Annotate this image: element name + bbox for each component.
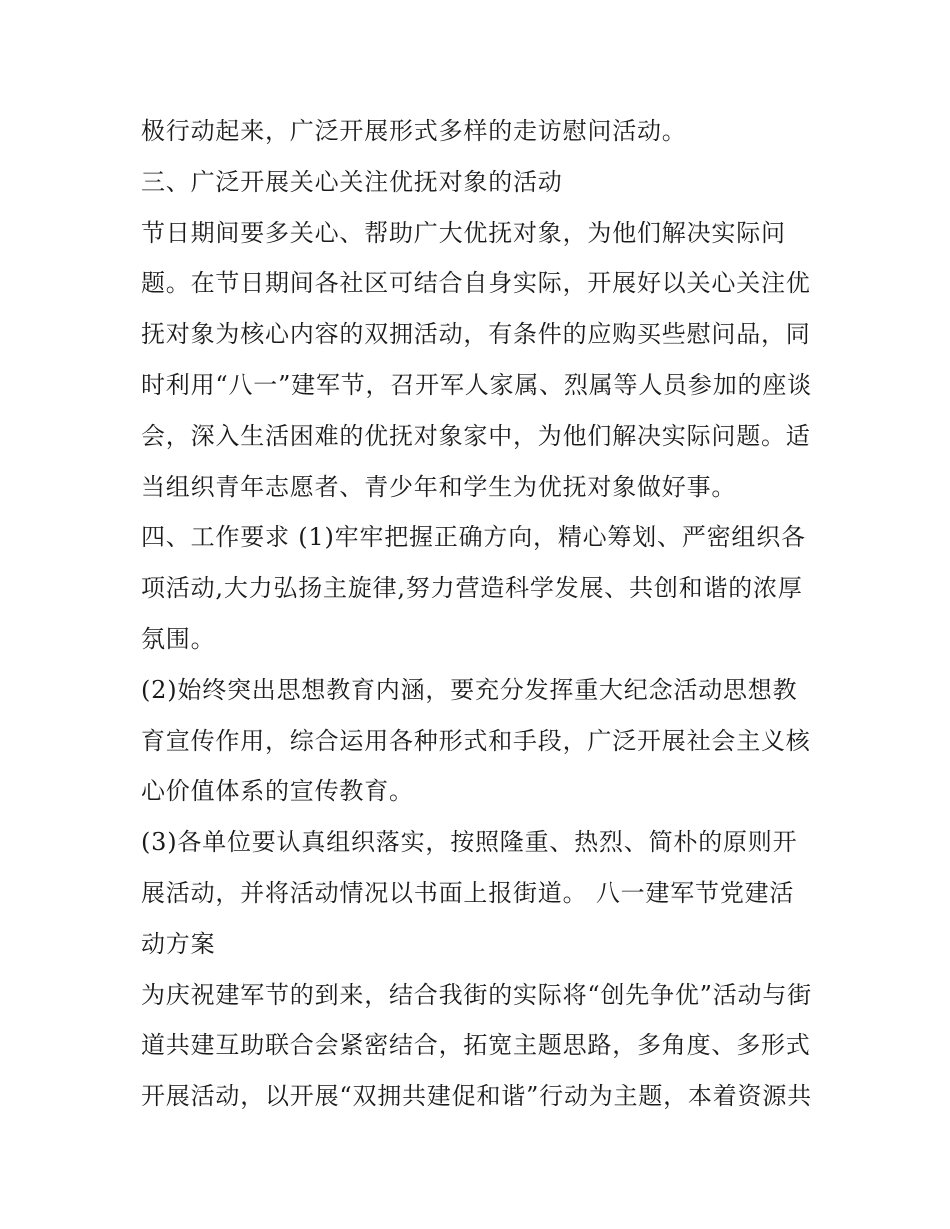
text-line: 极行动起来，广泛开展形式多样的走访慰问活动。 <box>141 117 687 145</box>
document-body <box>141 106 816 1122</box>
text-line: 氛围。 <box>141 624 216 653</box>
text-line: 会，深入生活困难的优抚对象家中，为他们解决实际问题。适 <box>141 421 811 450</box>
text-line: 动方案 <box>141 929 216 958</box>
text-line: 节日期间要多关心、帮助广大优抚对象，为他们解决实际问 <box>141 218 786 247</box>
text-line: (3)各单位要认真组织落实，按照隆重、热烈、简朴的原则开 <box>141 828 798 857</box>
text-line: 抚对象为核心内容的双拥活动，有条件的应购买些慰问品，同 <box>141 320 811 349</box>
text-line: 道共建互助联合会紧密结合，拓宽主题思路，多角度、多形式 <box>141 1031 811 1060</box>
text-line: 时利用“八一”建军节，召开军人家属、烈属等人员参加的座谈 <box>141 370 812 399</box>
text-line: 为庆祝建军节的到来，结合我街的实际将“创先争优”活动与街 <box>141 980 812 1009</box>
section-heading: 三、广泛开展关心关注优抚对象的活动 <box>141 167 563 196</box>
text-line: 育宣传作用，综合运用各种形式和手段，广泛开展社会主义核 <box>141 726 811 755</box>
text-line: 当组织青年志愿者、青少年和学生为优抚对象做好事。 <box>141 472 737 501</box>
text-line: 项活动,大力弘扬主旋律,努力营造科学发展、共创和谐的浓厚 <box>141 574 803 603</box>
section-heading: 四、工作要求 (1)牢牢把握正确方向，精心筹划、严密组织各 <box>141 523 806 552</box>
text-line: 展活动，并将活动情况以书面上报街道。 八一建军节党建活 <box>141 878 795 907</box>
text-line: (2)始终突出思想教育内涵，要充分发挥重大纪念活动思想教 <box>141 675 798 704</box>
text-line: 开展活动，以开展“双拥共建促和谐”行动为主题，本着资源共 <box>141 1082 812 1111</box>
text-line: 心价值体系的宣传教育。 <box>141 777 414 806</box>
text-line: 题。在节日期间各社区可结合自身实际，开展好以关心关注优 <box>141 269 811 298</box>
